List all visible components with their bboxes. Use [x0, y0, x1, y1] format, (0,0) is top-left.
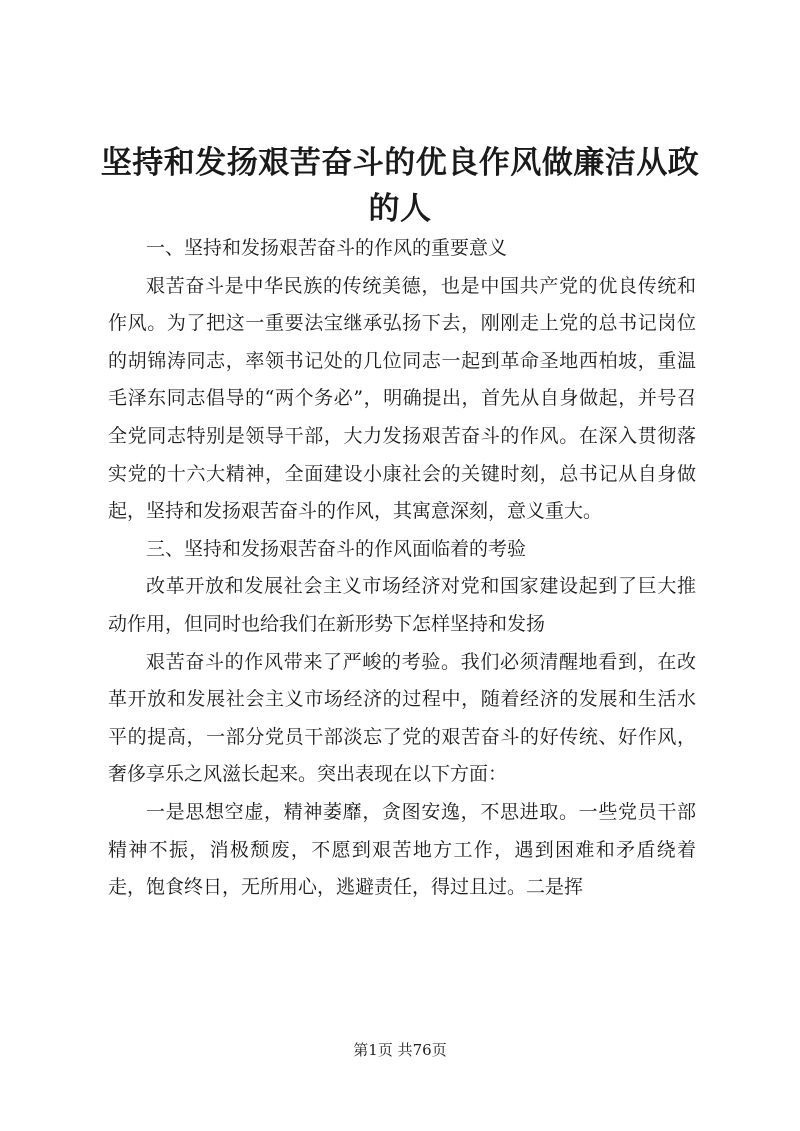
- section-heading-3: 三、坚持和发扬艰苦奋斗的作风面临着的考验: [146, 537, 527, 560]
- paragraph: 艰苦奋斗的作风带来了严峻的考验。我们必须清醒地看到，在改革开放和发展社会主义市场经济的过程中，随着经济的发展和生活水平的提高，一部分党员干部淡忘了党的艰苦奋斗的好传统、好作风，奢侈享乐之风滋长起来。突出表现在以下方面：: [108, 650, 696, 786]
- document-title: 坚持和发扬艰苦奋斗的优良作风做廉洁从政的人: [100, 145, 700, 227]
- paragraph: 一是思想空虚，精神萎靡，贪图安逸，不思进取。一些党员干部精神不振，消极颓废，不愿到艰苦地方工作，遇到困难和矛盾绕着走，饱食终日，无所用心，逃避责任，得过且过。二是挥: [108, 800, 696, 899]
- page-number-footer: 第1页 共76页: [353, 1041, 447, 1059]
- section-heading-1: 一、坚持和发扬艰苦奋斗的作风的重要意义: [146, 237, 508, 259]
- paragraph: 艰苦奋斗是中华民族的传统美德，也是中国共产党的优良传统和作风。为了把这一重要法宝继承弘扬下去，刚刚走上党的总书记岗位的胡锦涛同志，率领书记处的几位同志一起到革命圣地西柏坡，重温毛泽东同志倡导的“两个务必”，明确提出，首先从自身做起，并号召全党同志特别是领导干部，大力发扬艰苦奋斗的作风。在深入贯彻落实党的十六大精神，全面建设小康社会的关键时刻，总书记从自身做起，坚持和发扬艰苦奋斗的作风，其寓意深刻，意义重大。: [108, 274, 696, 523]
- document-body: [108, 230, 696, 907]
- paragraph: 改革开放和发展社会主义市场经济对党和国家建设起到了巨大推动作用，但同时也给我们在新形势下怎样坚持和发扬: [108, 575, 696, 635]
